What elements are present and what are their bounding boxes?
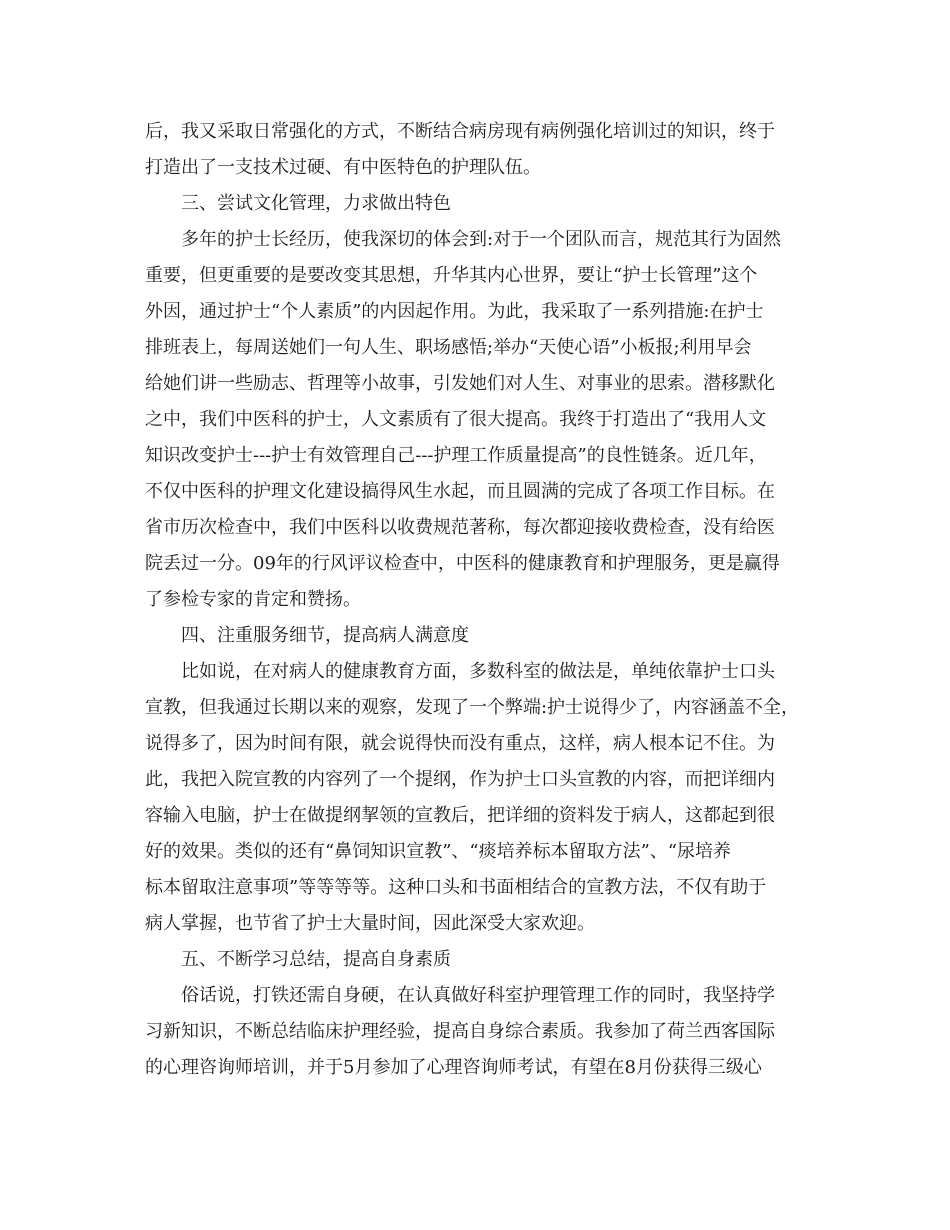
text-line: 重要，但更重要的是要改变其思想，升华其内心世界，要让“护士长管理”这个 (145, 265, 758, 286)
text-line: 之中，我们中医科的护士，人文素质有了很大提高。我终于打造出了“我用人文 (145, 409, 767, 430)
paragraph-first-line: 俗话说，打铁还需自身硬，在认真做好科室护理管理工作的同时，我坚持学 (181, 985, 775, 1006)
text-line: 宣教，但我通过长期以来的观察，发现了一个弊端:护士说得少了，内容涵盖不全， (145, 697, 800, 718)
text-line: 后，我又采取日常强化的方式，不断结合病房现有病例强化培训过的知识，终于 (145, 121, 775, 142)
text-line: 标本留取注意事项”等等等等。这种口头和书面相结合的宣教方法，不仅有助于 (145, 877, 767, 898)
section-heading: 三、尝试文化管理，力求做出特色 (181, 193, 451, 214)
text-line: 说得多了，因为时间有限，就会说得快而没有重点，这样，病人根本记不住。为 (145, 733, 775, 754)
paragraph-first-line: 多年的护士长经历，使我深切的体会到:对于一个团队而言，规范其行为固然 (181, 229, 782, 250)
text-line: 院丢过一分。09年的行风评议检查中，中医科的健康教育和护理服务，更是赢得 (145, 553, 780, 574)
text-line: 好的效果。类似的还有“鼻饲知识宣教”、“痰培养标本留取方法”、“尿培养 (145, 841, 732, 862)
section-heading: 四、注重服务细节，提高病人满意度 (181, 625, 469, 646)
text-line: 打造出了一支技术过硬、有中医特色的护理队伍。 (145, 157, 541, 178)
text-line: 排班表上，每周送她们一句人生、职场感悟;举办“天使心语”小板报;利用早会 (145, 337, 752, 358)
section-heading: 五、不断学习总结，提高自身素质 (181, 949, 451, 970)
text-line: 了参检专家的肯定和赞扬。 (145, 589, 361, 610)
text-line: 不仅中医科的护理文化建设搞得风生水起，而且圆满的完成了各项工作目标。在 (145, 481, 775, 502)
text-line: 知识改变护士---护士有效管理自己---护理工作质量提高”的良性链条。近几年， (145, 445, 767, 466)
text-line: 容输入电脑，护士在做提纲挈领的宣教后，把详细的资料发于病人，这都起到很 (145, 805, 775, 826)
text-line: 此，我把入院宣教的内容列了一个提纲，作为护士口头宣教的内容，而把详细内 (145, 769, 775, 790)
text-line: 病人掌握，也节省了护士大量时间，因此深受大家欢迎。 (145, 913, 595, 934)
text-line: 给她们讲一些励志、哲理等小故事，引发她们对人生、对事业的思索。潜移默化 (145, 373, 775, 394)
paragraph-first-line: 比如说，在对病人的健康教育方面，多数科室的做法是，单纯依靠护士口头 (181, 661, 775, 682)
text-line: 省市历次检查中，我们中医科以收费规范著称，每次都迎接收费检查，没有给医 (145, 517, 775, 538)
text-line: 的心理咨询师培训，并于5月参加了心理咨询师考试，有望在8月份获得三级心 (145, 1057, 762, 1078)
text-line: 习新知识，不断总结临床护理经验，提高自身综合素质。我参加了荷兰西客国际 (145, 1021, 775, 1042)
text-line: 外因，通过护士“个人素质”的内因起作用。为此，我采取了一系列措施:在护士 (145, 301, 764, 322)
